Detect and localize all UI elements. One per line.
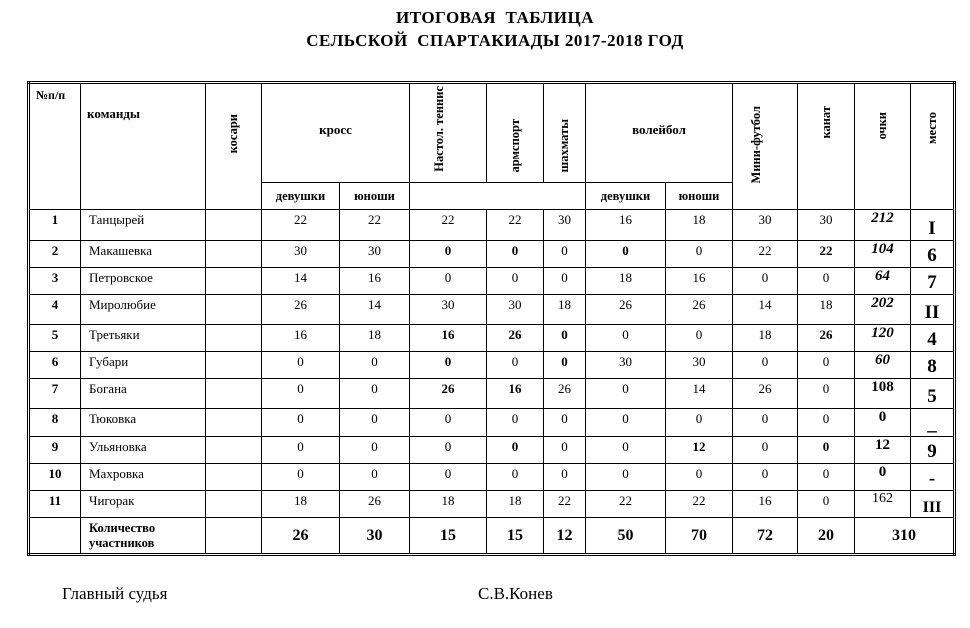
cell-armsport: 0 <box>487 409 544 437</box>
cell-armsport: 30 <box>487 295 544 325</box>
cell-kross-girls: 0 <box>262 437 340 464</box>
cell-kross-boys: 30 <box>340 241 410 268</box>
cell-volley-boys: 0 <box>666 241 733 268</box>
table-row <box>29 464 955 491</box>
cell-place: 5 <box>911 379 955 409</box>
cell-chess: 0 <box>544 241 586 268</box>
header-num: №п/п <box>29 83 81 210</box>
cell-volley-boys: 0 <box>666 464 733 491</box>
cell-place: 6 <box>911 241 955 268</box>
header-teams: команды <box>81 83 206 210</box>
table-row <box>29 268 955 295</box>
cell-place: 4 <box>911 325 955 352</box>
cell-rope: 22 <box>798 241 855 268</box>
team-name: Тюковка <box>81 409 206 437</box>
cell-kross-girls: 0 <box>262 409 340 437</box>
cell-kross-girls: 22 <box>262 210 340 241</box>
header-minifootball: Мини-футбол <box>733 83 798 210</box>
cell-kross-girls: 14 <box>262 268 340 295</box>
cell-place: III <box>911 491 955 518</box>
totals-kosari <box>206 518 262 555</box>
cell-kross-girls: 30 <box>262 241 340 268</box>
row-number: 3 <box>29 268 81 295</box>
cell-volley-boys: 30 <box>666 352 733 379</box>
cell-kosari <box>206 295 262 325</box>
header-armsport: армспорт <box>487 83 544 183</box>
cell-volley-boys: 26 <box>666 295 733 325</box>
cell-points: 108 <box>855 379 911 409</box>
cell-volley-girls: 0 <box>586 379 666 409</box>
cell-points: 60 <box>855 352 911 379</box>
row-number: 7 <box>29 379 81 409</box>
team-name: Танцырей <box>81 210 206 241</box>
results-table <box>27 81 956 556</box>
table-row <box>29 352 955 379</box>
cell-rope: 0 <box>798 491 855 518</box>
totals-label: Количество участников <box>81 518 206 555</box>
cell-minifootball: 30 <box>733 210 798 241</box>
cell-points: 162 <box>855 491 911 518</box>
cell-minifootball: 14 <box>733 295 798 325</box>
totals-row <box>29 518 955 555</box>
cell-armsport: 0 <box>487 437 544 464</box>
cell-tennis: 0 <box>410 409 487 437</box>
subheader-kross-boys: юноши <box>340 183 410 210</box>
cell-volley-boys: 0 <box>666 325 733 352</box>
row-number: 11 <box>29 491 81 518</box>
cell-kosari <box>206 379 262 409</box>
cell-volley-boys: 0 <box>666 409 733 437</box>
cell-armsport: 0 <box>487 268 544 295</box>
team-name: Махровка <box>81 464 206 491</box>
team-name: Богана <box>81 379 206 409</box>
cell-kross-girls: 16 <box>262 325 340 352</box>
cell-volley-girls: 22 <box>586 491 666 518</box>
row-number: 6 <box>29 352 81 379</box>
header-rope: канат <box>798 83 855 210</box>
cell-kross-girls: 26 <box>262 295 340 325</box>
row-number: 1 <box>29 210 81 241</box>
cell-armsport: 0 <box>487 352 544 379</box>
cell-minifootball: 22 <box>733 241 798 268</box>
row-number: 2 <box>29 241 81 268</box>
cell-points: 12 <box>855 437 911 464</box>
cell-kosari <box>206 352 262 379</box>
cell-place: 9 <box>911 437 955 464</box>
cell-rope: 18 <box>798 295 855 325</box>
cell-tennis: 0 <box>410 241 487 268</box>
table-row <box>29 210 955 241</box>
cell-kosari <box>206 325 262 352</box>
cell-volley-girls: 26 <box>586 295 666 325</box>
cell-rope: 26 <box>798 325 855 352</box>
cell-armsport: 0 <box>487 464 544 491</box>
cell-place: II <box>911 295 955 325</box>
header-points: очки <box>855 83 911 210</box>
team-name: Чигорак <box>81 491 206 518</box>
team-name: Миролюбие <box>81 295 206 325</box>
cell-kosari <box>206 464 262 491</box>
cell-points: 0 <box>855 464 911 491</box>
header-kross: кросс <box>262 83 410 183</box>
cell-kross-boys: 0 <box>340 464 410 491</box>
team-name: Макашевка <box>81 241 206 268</box>
cell-minifootball: 0 <box>733 464 798 491</box>
row-number: 10 <box>29 464 81 491</box>
cell-chess: 0 <box>544 437 586 464</box>
team-name: Петровское <box>81 268 206 295</box>
cell-points: 120 <box>855 325 911 352</box>
cell-points: 212 <box>855 210 911 241</box>
table-row <box>29 379 955 409</box>
cell-kosari <box>206 241 262 268</box>
cell-kross-boys: 26 <box>340 491 410 518</box>
row-number: 9 <box>29 437 81 464</box>
cell-tennis: 0 <box>410 437 487 464</box>
subheader-volley-girls: девушки <box>586 183 666 210</box>
cell-tennis: 16 <box>410 325 487 352</box>
cell-rope: 0 <box>798 268 855 295</box>
cell-tennis: 0 <box>410 352 487 379</box>
row-number: 5 <box>29 325 81 352</box>
team-name: Третьяки <box>81 325 206 352</box>
totals-all: 310 <box>855 518 955 555</box>
cell-rope: 0 <box>798 437 855 464</box>
chief-judge-name: С.В.Конев <box>478 584 553 603</box>
cell-tennis: 0 <box>410 464 487 491</box>
cell-place: 8 <box>911 352 955 379</box>
totals-volley-boys: 70 <box>666 518 733 555</box>
cell-kross-boys: 0 <box>340 409 410 437</box>
cell-armsport: 16 <box>487 379 544 409</box>
cell-kosari <box>206 268 262 295</box>
cell-place: - <box>911 464 955 491</box>
cell-volley-girls: 30 <box>586 352 666 379</box>
cell-chess: 26 <box>544 379 586 409</box>
cell-minifootball: 0 <box>733 409 798 437</box>
cell-tennis: 22 <box>410 210 487 241</box>
totals-minifootball: 72 <box>733 518 798 555</box>
totals-tennis: 15 <box>410 518 487 555</box>
title-line-1: ИТОГОВАЯ ТАБЛИЦА <box>396 8 594 27</box>
cell-kross-boys: 14 <box>340 295 410 325</box>
table-row <box>29 437 955 464</box>
cell-chess: 22 <box>544 491 586 518</box>
cell-tennis: 0 <box>410 268 487 295</box>
cell-kosari <box>206 210 262 241</box>
cell-chess: 0 <box>544 268 586 295</box>
cell-volley-boys: 14 <box>666 379 733 409</box>
cell-volley-girls: 0 <box>586 464 666 491</box>
cell-place: _ <box>911 409 955 437</box>
cell-kross-girls: 0 <box>262 352 340 379</box>
cell-rope: 0 <box>798 464 855 491</box>
cell-kross-boys: 16 <box>340 268 410 295</box>
cell-tennis: 30 <box>410 295 487 325</box>
cell-rope: 30 <box>798 210 855 241</box>
cell-chess: 0 <box>544 464 586 491</box>
cell-kross-boys: 18 <box>340 325 410 352</box>
cell-minifootball: 0 <box>733 268 798 295</box>
cell-kross-girls: 0 <box>262 379 340 409</box>
table-row <box>29 241 955 268</box>
cell-minifootball: 18 <box>733 325 798 352</box>
cell-volley-girls: 0 <box>586 241 666 268</box>
header-place: место <box>911 83 955 210</box>
cell-place: I <box>911 210 955 241</box>
cell-volley-boys: 18 <box>666 210 733 241</box>
totals-num-blank <box>29 518 81 555</box>
cell-rope: 0 <box>798 352 855 379</box>
table-row <box>29 295 955 325</box>
cell-volley-boys: 12 <box>666 437 733 464</box>
team-name: Ульяновка <box>81 437 206 464</box>
cell-tennis: 26 <box>410 379 487 409</box>
cell-rope: 0 <box>798 409 855 437</box>
cell-volley-boys: 22 <box>666 491 733 518</box>
cell-armsport: 0 <box>487 241 544 268</box>
cell-kosari <box>206 437 262 464</box>
totals-volley-girls: 50 <box>586 518 666 555</box>
cell-kross-boys: 0 <box>340 352 410 379</box>
totals-kross-boys: 30 <box>340 518 410 555</box>
header-volleyball: волейбол <box>586 83 733 183</box>
cell-volley-girls: 0 <box>586 437 666 464</box>
cell-chess: 30 <box>544 210 586 241</box>
header-tennis: Настол. теннис <box>410 83 487 183</box>
subheader-kross-girls: девушки <box>262 183 340 210</box>
totals-chess: 12 <box>544 518 586 555</box>
cell-minifootball: 0 <box>733 437 798 464</box>
cell-armsport: 18 <box>487 491 544 518</box>
cell-armsport: 26 <box>487 325 544 352</box>
cell-volley-girls: 16 <box>586 210 666 241</box>
cell-volley-girls: 18 <box>586 268 666 295</box>
cell-volley-girls: 0 <box>586 409 666 437</box>
table-row <box>29 409 955 437</box>
totals-armsport: 15 <box>487 518 544 555</box>
cell-kosari <box>206 491 262 518</box>
subheader-volley-boys: юноши <box>666 183 733 210</box>
cell-armsport: 22 <box>487 210 544 241</box>
cell-kross-boys: 0 <box>340 379 410 409</box>
cell-volley-boys: 16 <box>666 268 733 295</box>
cell-rope: 0 <box>798 379 855 409</box>
cell-minifootball: 16 <box>733 491 798 518</box>
header-kosari: косари <box>206 83 262 210</box>
table-row <box>29 491 955 518</box>
cell-chess: 0 <box>544 325 586 352</box>
cell-points: 64 <box>855 268 911 295</box>
header-chess: шахматы <box>544 83 586 183</box>
cell-kross-boys: 0 <box>340 437 410 464</box>
subheader-blank <box>410 183 586 210</box>
totals-rope: 20 <box>798 518 855 555</box>
row-number: 8 <box>29 409 81 437</box>
cell-tennis: 18 <box>410 491 487 518</box>
totals-kross-girls: 26 <box>262 518 340 555</box>
cell-chess: 0 <box>544 352 586 379</box>
header-row <box>29 83 955 183</box>
cell-chess: 0 <box>544 409 586 437</box>
cell-minifootball: 26 <box>733 379 798 409</box>
cell-kosari <box>206 409 262 437</box>
cell-place: 7 <box>911 268 955 295</box>
cell-minifootball: 0 <box>733 352 798 379</box>
cell-chess: 18 <box>544 295 586 325</box>
cell-points: 0 <box>855 409 911 437</box>
row-number: 4 <box>29 295 81 325</box>
cell-kross-girls: 0 <box>262 464 340 491</box>
title-line-2: СЕЛЬСКОЙ СПАРТАКИАДЫ 2017-2018 ГОД <box>306 31 684 50</box>
cell-points: 104 <box>855 241 911 268</box>
chief-judge-label: Главный судья <box>62 584 168 603</box>
cell-volley-girls: 0 <box>586 325 666 352</box>
table-row <box>29 325 955 352</box>
team-name: Губари <box>81 352 206 379</box>
cell-points: 202 <box>855 295 911 325</box>
cell-kross-girls: 18 <box>262 491 340 518</box>
cell-kross-boys: 22 <box>340 210 410 241</box>
